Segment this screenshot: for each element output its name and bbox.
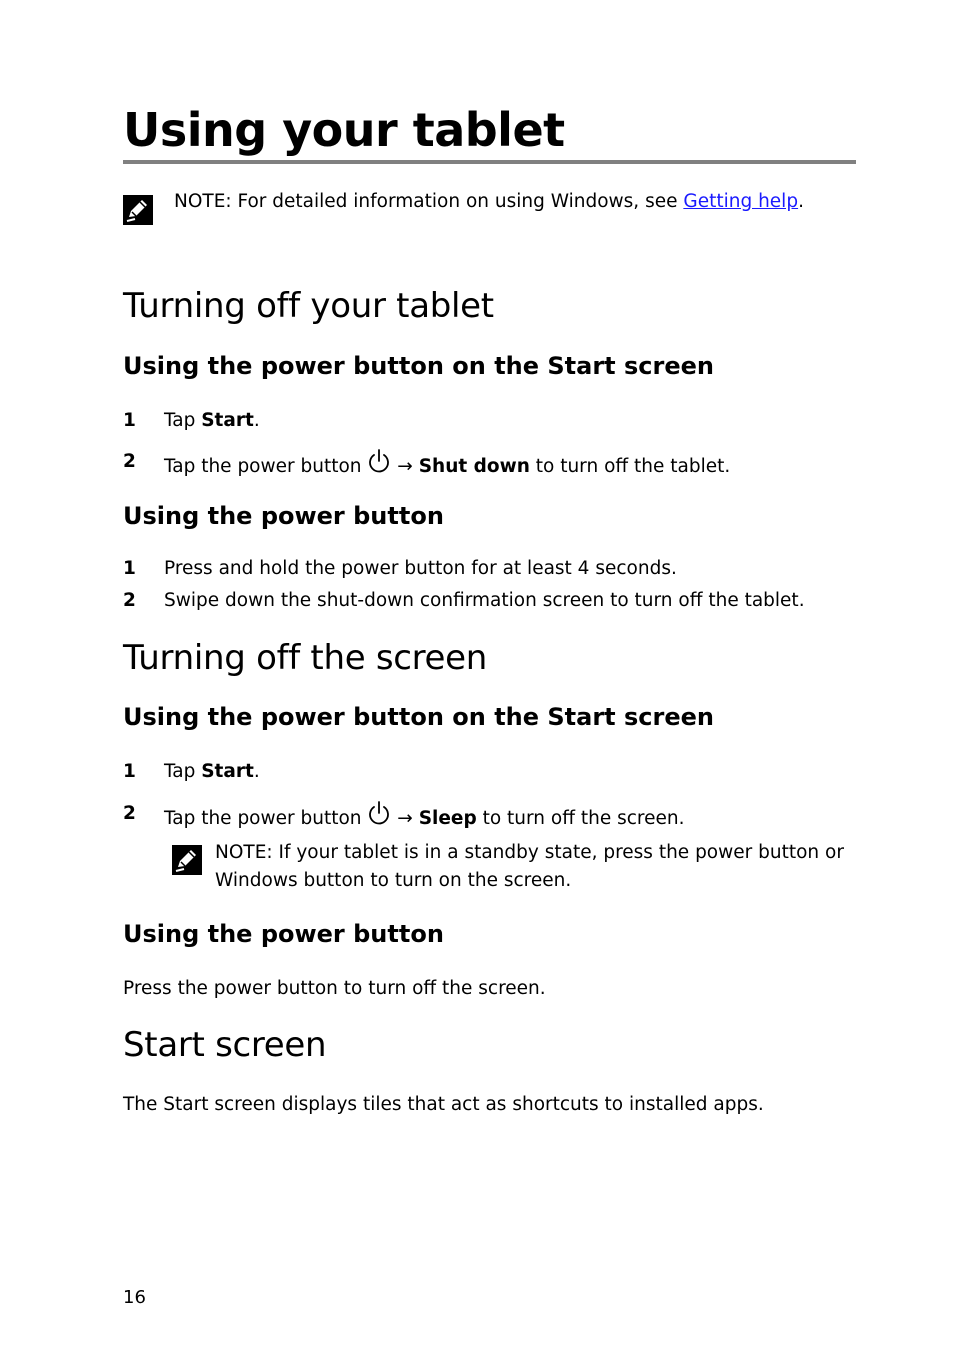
subsection-title-power-start-screen: Using the power button on the Start screen xyxy=(123,703,714,731)
note-label: NOTE: xyxy=(174,191,232,212)
step-text: Tap the power button → Shut down to turn off the tablet. xyxy=(164,449,730,480)
power-icon xyxy=(367,801,391,827)
page-title: Using your tablet xyxy=(123,103,565,157)
paragraph: Press the power button to turn off the screen. xyxy=(123,978,546,999)
note-text: For detailed information on using Windows, see xyxy=(231,191,684,212)
step-text: Press and hold the power button for at least 4 seconds. xyxy=(164,558,677,579)
subsection-title-power-button: Using the power button xyxy=(123,502,444,530)
step-number: 2 xyxy=(123,590,136,611)
section-title-turning-off-tablet: Turning off your tablet xyxy=(123,286,494,326)
page-number: 16 xyxy=(123,1287,146,1308)
step-text: Swipe down the shut-down confirmation screen to turn off the tablet. xyxy=(164,590,805,611)
note-standby-line2: Windows button to turn on the screen. xyxy=(215,870,572,891)
section-title-start-screen: Start screen xyxy=(123,1025,327,1065)
section-title-turning-off-screen: Turning off the screen xyxy=(123,638,488,678)
note-detailed-info: NOTE: For detailed information on using Windows, see Getting help. xyxy=(174,191,804,212)
step-text: Tap Start. xyxy=(164,410,260,431)
note-label: NOTE: xyxy=(215,842,273,863)
step-text: Tap Start. xyxy=(164,761,260,782)
getting-help-link[interactable]: Getting help xyxy=(683,191,799,212)
step-text: Tap the power button → Sleep to turn off the screen. xyxy=(164,801,684,832)
pencil-note-icon xyxy=(123,195,153,225)
title-rule xyxy=(123,160,856,164)
step-number: 1 xyxy=(123,761,136,782)
step-number: 2 xyxy=(123,803,136,824)
step-number: 1 xyxy=(123,410,136,431)
pencil-note-icon xyxy=(172,845,202,875)
subsection-title-power-button: Using the power button xyxy=(123,920,444,948)
note-standby: NOTE: If your tablet is in a standby state, press the power button or xyxy=(215,842,844,863)
power-icon xyxy=(367,449,391,475)
step-number: 2 xyxy=(123,451,136,472)
subsection-title-power-start-screen: Using the power button on the Start screen xyxy=(123,352,714,380)
paragraph: The Start screen displays tiles that act as shortcuts to installed apps. xyxy=(123,1094,764,1115)
step-number: 1 xyxy=(123,558,136,579)
